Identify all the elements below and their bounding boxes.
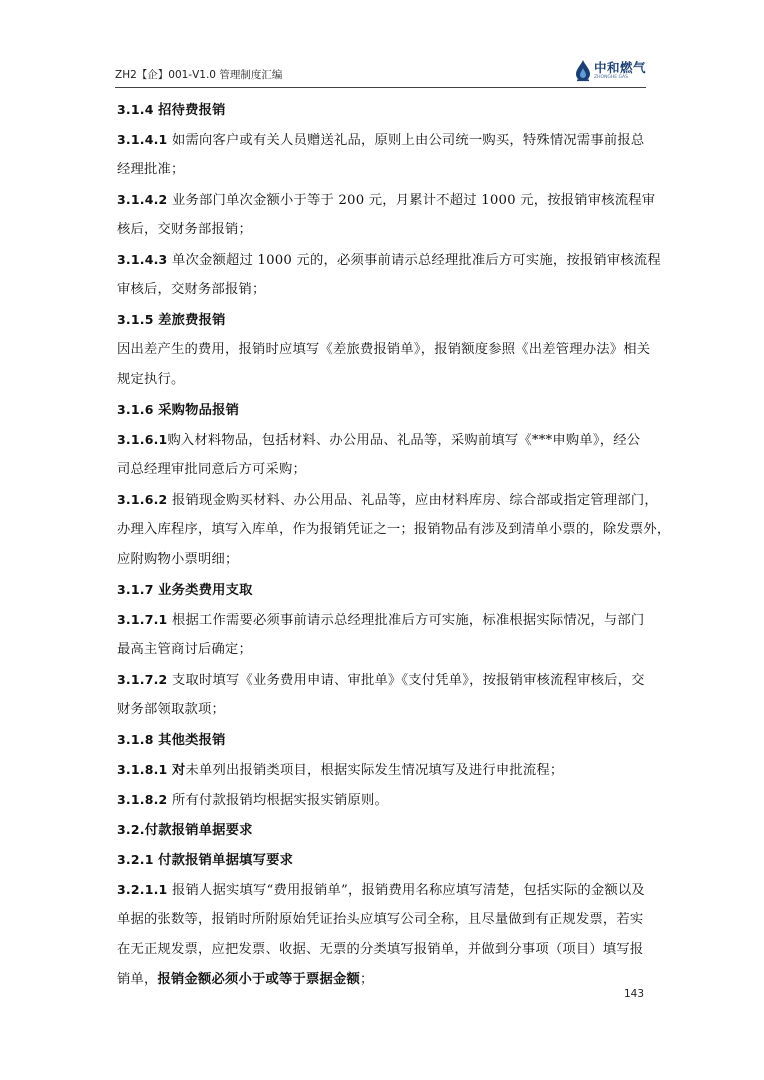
text-line <box>117 605 646 635</box>
body-text: 报销人据实填写“费用报销单”，报销费用名称应填写清楚，包括实际的金额以及 <box>172 883 645 898</box>
section-number: 3.1.6.2 <box>117 492 172 507</box>
body-text: 根据工作需要必须事前请示总经理批准后方可实施，标准根据实际情况，与部门 <box>172 613 645 628</box>
bold-text: 报销金额必须小于或等于票据金额 <box>157 972 360 987</box>
text-line <box>117 935 646 965</box>
text-line <box>117 395 646 425</box>
text-line <box>117 875 646 905</box>
body-text: 报销现金购买材料、办公用品、礼品等，应由材料库房、综合部或指定管理部门， <box>172 493 658 508</box>
text-line <box>117 215 646 245</box>
section-number: 3.1.4 <box>117 102 159 117</box>
text-line <box>117 425 646 455</box>
text-line <box>117 455 646 485</box>
text-line <box>117 335 651 365</box>
page-header <box>115 56 646 86</box>
document-body <box>117 95 671 995</box>
text-line <box>117 185 656 215</box>
body-text: 所有付款报销均根据实报实销原则。 <box>172 793 388 808</box>
text-line <box>117 275 646 305</box>
document-code-title: ZH2【企】001-V1.0 管理制度汇编 <box>115 69 283 81</box>
text-line <box>117 635 646 665</box>
section-number: 3.1.4.2 <box>117 192 172 207</box>
body-text: 单次金额超过 1000 元的，必须事前请示总经理批准后方可实施，按报销审核流程 <box>172 253 661 268</box>
section-number: 3.1.7.1 <box>117 612 172 627</box>
body-text: 经理批准； <box>117 162 185 177</box>
text-line <box>117 665 646 695</box>
section-number: 3.1.4.3 <box>117 252 172 267</box>
text-line <box>117 725 646 755</box>
bold-text: 采购物品报销 <box>158 403 240 418</box>
bold-text: 业务类费用支取 <box>158 583 253 598</box>
body-text: 单据的张数等，报销时所附原始凭证抬头应填写公司全称，且尽量做到有正规发票，若实 <box>117 912 644 927</box>
text-line <box>117 155 646 185</box>
section-number: 3.1.8.1 <box>117 762 172 777</box>
text-line <box>117 905 646 935</box>
section-number: 3.1.6.1 <box>117 432 168 447</box>
text-line <box>117 545 646 575</box>
bold-text: 付款报销单据填写要求 <box>158 853 294 868</box>
body-text: ； <box>359 972 374 987</box>
body-text: 在无正规发票，应把发票、收据、无票的分类填写报销单，并做到分事项（项目）填写报 <box>117 942 644 957</box>
text-line <box>117 965 646 995</box>
body-text: 业务部门单次金额小于等于 200 元，月累计不超过 1000 元，按报销审核流程审 <box>172 193 656 208</box>
text-line <box>117 845 646 875</box>
body-text: 财务部领取款项； <box>117 702 225 717</box>
body-text: 审核后，交财务部报销； <box>117 282 266 297</box>
body-text: 司总经理审批同意后方可采购； <box>117 462 306 477</box>
section-number: 3.1.5 <box>117 312 159 327</box>
text-line <box>117 365 646 395</box>
section-number: 3.1.8.2 <box>117 792 172 807</box>
body-text: 规定执行。 <box>117 372 185 387</box>
text-line <box>117 815 646 845</box>
text-line <box>117 485 658 515</box>
bold-text: 其他类报销 <box>158 733 226 748</box>
section-number: 3.2.1 <box>117 852 159 867</box>
logo-subtitle: ZHONGHE GAS <box>593 75 628 80</box>
text-line <box>117 575 646 605</box>
text-line <box>117 245 661 275</box>
body-text: 购入材料物品，包括材料、办公用品、礼品等，采购前填写《***申购单》，经公 <box>167 433 641 448</box>
section-number: 3.2.1.1 <box>117 882 172 897</box>
page-number: 143 <box>624 988 645 1000</box>
section-number: 3.1.7 <box>117 582 159 597</box>
section-number: 3.1.7.2 <box>117 672 172 687</box>
text-line <box>117 125 646 155</box>
bold-text: 招待费报销 <box>158 103 226 118</box>
body-text: 办理入库程序，填写入库单，作为报销凭证之一；报销物品有涉及到清单小票的，除发票外， <box>117 522 671 537</box>
text-line <box>117 95 646 125</box>
section-number: 3.1.8 <box>117 732 159 747</box>
body-text: 如需向客户或有关人员赠送礼品，原则上由公司统一购买，特殊情况需事前报总 <box>172 133 645 148</box>
section-number: 3.1.6 <box>117 402 159 417</box>
text-line <box>117 755 646 785</box>
body-text: 因出差产生的费用，报销时应填写《差旅费报销单》，报销额度参照《出差管理办法》相关 <box>117 342 651 357</box>
text-line <box>117 305 646 335</box>
body-text: 核后，交财务部报销； <box>117 222 252 237</box>
body-text: 支取时填写《业务费用申请、审批单》《支付凭单》，按报销审核流程审核后，交 <box>172 673 645 688</box>
flame-drop-icon <box>575 59 591 83</box>
section-number: 3.1.4.1 <box>117 132 172 147</box>
text-line <box>117 785 646 815</box>
body-text: 最高主管商讨后确定； <box>117 642 252 657</box>
body-text: 未单列出报销类项目，根据实际发生情况填写及进行申批流程； <box>185 763 564 778</box>
header-divider <box>115 87 646 88</box>
body-text: 应附购物小票明细； <box>117 552 239 567</box>
bold-text: 对 <box>172 763 186 778</box>
company-logo <box>575 58 646 84</box>
text-line <box>117 695 646 725</box>
body-text: 销单， <box>117 972 158 987</box>
logo-company-name: 中和燃气 <box>593 60 646 75</box>
text-line <box>117 515 671 545</box>
bold-text: 差旅费报销 <box>158 313 226 328</box>
section-number: 3.2. <box>117 822 145 837</box>
bold-text: 付款报销单据要求 <box>144 823 253 838</box>
